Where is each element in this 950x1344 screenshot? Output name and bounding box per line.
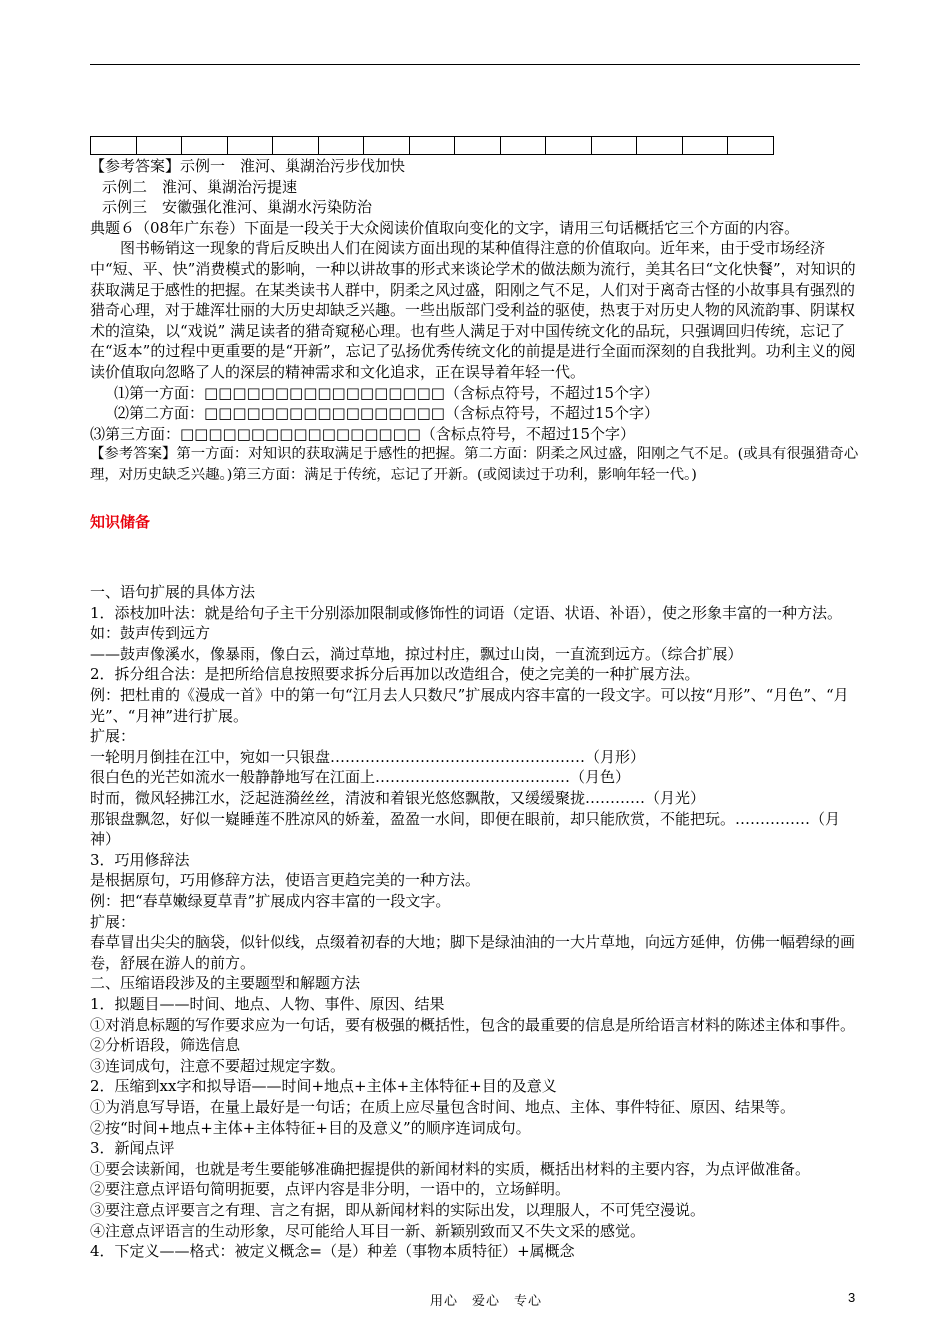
text-paragraph: ②按“时间+地点+主体+主体特征+目的及意义”的顺序连词成句。 <box>90 1118 531 1137</box>
answer-grid-cell <box>318 137 364 155</box>
text-paragraph: 二、压缩语段涉及的主要题型和解题方法 <box>90 974 361 993</box>
answer-grid-cell <box>728 137 774 155</box>
text-paragraph: ①对消息标题的写作要求应为一句话，要有极强的概括性，包含的最重要的信息是所给语言材料的陈述主体和事件。 <box>90 1015 856 1034</box>
header-rule <box>90 64 860 65</box>
text-paragraph: 扩展： <box>90 727 136 746</box>
text-paragraph: 4．下定义——格式：被定义概念=（是）种差（事物本质特征）+属概念 <box>90 1242 575 1261</box>
text-paragraph: 【参考答案】示例一 淮河、巢湖治污步伐加快 <box>90 157 406 175</box>
text-paragraph: 很白色的光芒如流水一般静静地写在江面上…………………………………（月色） <box>90 768 631 787</box>
answer-grid-row <box>91 137 774 155</box>
text-paragraph: 2．压缩到xx字和拟导语——时间+地点+主体+主体特征+目的及意义 <box>90 1077 557 1096</box>
text-paragraph: 一轮明月倒挂在江中，宛如一只银盘……………………………………………（月形） <box>90 747 646 766</box>
text-paragraph: 例：把杜甫的《漫成一首》中的第一句“江月去人只数尺”扩展成内容丰富的一段文字。可以按“月形”、“月色”、“月光”、“月神”进行扩展。 <box>90 686 849 725</box>
answer-grid-cell <box>273 137 319 155</box>
text-paragraph: ①要会读新闻，也就是考生要能够准确把握提供的新闻材料的实质，概括出材料的主要内容，为点评做准备。 <box>90 1159 811 1178</box>
answer-grid-cell <box>500 137 546 155</box>
text-paragraph: 2．拆分组合法：是把所给信息按照要求拆分后再加以改造组合，使之完美的一种扩展方法。 <box>90 665 700 684</box>
text-paragraph: 例：把“春草嫩绿夏草青”扩展成内容丰富的一段文字。 <box>90 892 451 910</box>
text-paragraph: 图书畅销这一现象的背后反映出人们在阅读方面出现的某种值得注意的价值取向。近年来，由于受市场经济中“短、平、快”消费模式的影响，一种以讲故事的形式来谈论学术的做法颇为流行，美其名曰“文化快餐”，对知识的获取满足于感性的把握。在某类读书人群中，阴柔之风过盛，阳刚之气不足，人们对于离奇古怪的小故事具有强烈的猎奇心理，对于雄浑壮丽的大历史却缺乏兴趣。一些出版部门受利益的驱使，热衷于对历史人物的风流韵事、阴谋权术的渲染，以“戏说” 满足读者的猎奇窥秘心理。也有些人满足于对中国传统文化的品玩，只强调回归传统，忘记了在“返本”的过程中更重要的是“开新”，忘记了弘扬优秀传统文化的前提是进行全面而深刻的自我批判。功利主义的阅读价值取向忽略了人的深层的精神需求和文化追求，正在误导着年轻一代。 <box>90 239 856 381</box>
text-paragraph: ③要注意点评要言之有理、言之有据，即从新闻材料的实际出发，以理服人，不可凭空漫说。 <box>90 1200 706 1219</box>
answer-grid-cell <box>455 137 501 155</box>
text-paragraph: ⑵第二方面：□□□□□□□□□□□□□□□□□（含标点符号，不超过15个字） <box>114 404 660 423</box>
text-paragraph: ——鼓声像溪水，像暴雨，像白云，淌过草地，掠过村庄，飘过山岗，一直流到远方。（综合扩展） <box>90 644 743 663</box>
exercise-section <box>90 156 862 486</box>
answer-grid-cell <box>182 137 228 155</box>
text-paragraph: 一、语句扩展的具体方法 <box>90 583 256 602</box>
text-paragraph: 春草冒出尖尖的脑袋，似针似线，点缀着初春的大地；脚下是绿油油的一大片草地，向远方延伸，仿佛一幅碧绿的画卷，舒展在游人的前方。 <box>90 933 856 972</box>
answer-grid-cell <box>637 137 683 155</box>
answer-grid-cell <box>546 137 592 155</box>
knowledge-section <box>90 582 862 1262</box>
text-paragraph: ④注意点评语言的生动形象，尽可能给人耳目一新、新颖别致而又不失文采的感觉。 <box>90 1221 646 1240</box>
text-paragraph: ⑶第三方面：□□□□□□□□□□□□□□□□□（含标点符号，不超过15个字） <box>90 424 636 443</box>
answer-grid-cell <box>591 137 637 155</box>
section-heading: 知识储备 <box>90 512 151 531</box>
answer-grid-cell <box>136 137 182 155</box>
text-paragraph: 3．巧用修辞法 <box>90 850 190 869</box>
text-paragraph: 那银盘飘忽，好似一嶷睡莲不胜凉风的娇羞，盈盈一水间，即便在眼前，却只能欣赏，不能把玩。……………（月神） <box>90 809 841 849</box>
text-paragraph: ①为消息写导语，在量上最好是一句话；在质上应尽量包含时间、地点、主体、事件特征、原因、结果等。 <box>90 1097 796 1116</box>
text-paragraph: 1．添枝加叶法：就是给句子主干分别添加限制或修饰性的词语（定语、状语、补语），使之形象丰富的一种方法。 <box>90 603 843 622</box>
text-paragraph: 示例二 淮河、巢湖治污提速 <box>102 177 298 196</box>
answer-grid-cell <box>682 137 728 155</box>
text-paragraph: 如：鼓声传到远方 <box>90 624 211 643</box>
text-paragraph: 扩展： <box>90 912 136 931</box>
text-paragraph: 1．拟题目——时间、地点、人物、事件、原因、结果 <box>90 994 445 1013</box>
answer-grid-cell <box>364 137 410 155</box>
page-number: 3 <box>848 1290 856 1305</box>
text-paragraph: 3．新闻点评 <box>90 1139 175 1158</box>
answer-grid <box>90 136 774 155</box>
text-paragraph: 典题６（08年广东卷）下面是一段关于大众阅读价值取向变化的文字，请用三句话概括它三个方面的内容。 <box>90 218 800 237</box>
text-paragraph: 示例三 安徽强化淮河、巢湖水污染防治 <box>102 198 373 217</box>
text-paragraph: 是根据原句，巧用修辞方法，使语言更趋完美的一种方法。 <box>90 871 481 890</box>
text-paragraph: 【参考答案】第一方面：对知识的获取满足于感性的把握。第二方面：阴柔之风过盛，阳刚之气不足。(或具有很强猎奇心理，对历史缺乏兴趣。)第三方面：满足于传统，忘记了开新。(或阅读过于功利，影响年轻一代。) <box>90 446 859 483</box>
answer-grid-cell <box>91 137 137 155</box>
text-paragraph: ③连词成句，注意不要超过规定字数。 <box>90 1056 346 1075</box>
answer-grid-cell <box>227 137 273 155</box>
text-paragraph: ⑴第一方面：□□□□□□□□□□□□□□□□□（含标点符号，不超过15个字） <box>114 383 660 402</box>
text-paragraph: 时而，微风轻拂江水，泛起涟漪丝丝，清波和着银光悠悠飘散，又缓缓聚拢…………（月光） <box>90 789 706 808</box>
footer-motto: 用心 爱心 专心 <box>430 1294 543 1309</box>
document-body <box>90 156 862 1262</box>
answer-grid-cell <box>409 137 455 155</box>
text-paragraph: ②分析语段，筛选信息 <box>90 1036 241 1055</box>
text-paragraph: ②要注意点评语句简明扼要，点评内容是非分明，一语中的，立场鲜明。 <box>90 1180 571 1199</box>
